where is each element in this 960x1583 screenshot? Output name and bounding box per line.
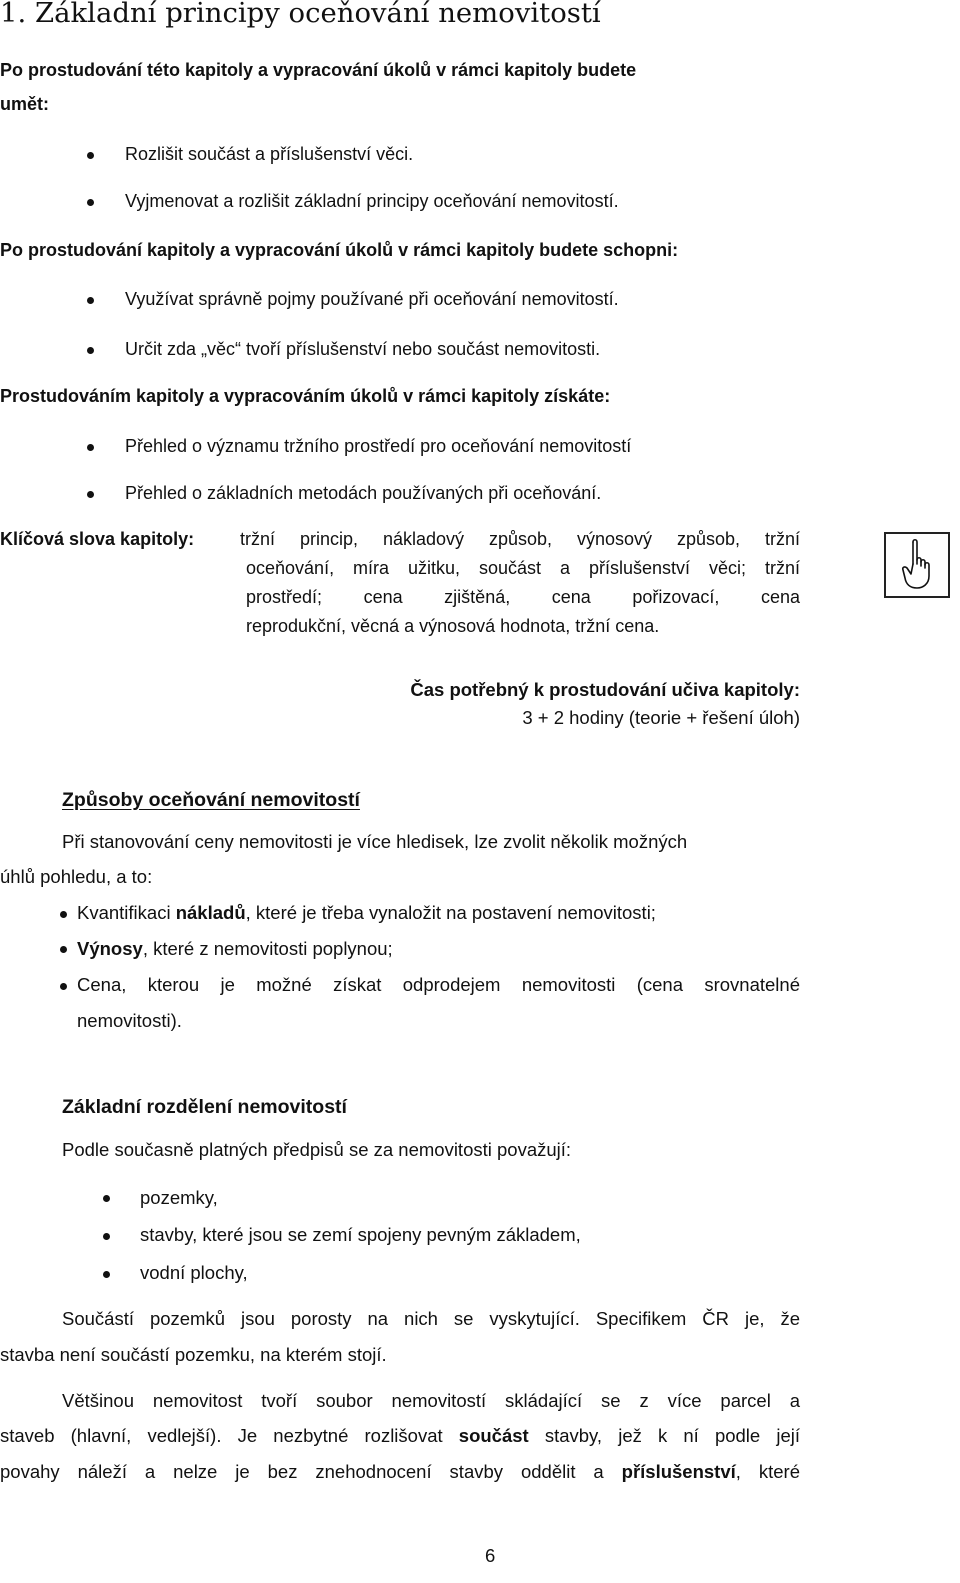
section-title-property-division: Základní rozdělení nemovitostí xyxy=(62,1096,347,1118)
skill-item-1: Využívat správně pojmy používané při oceňování nemovitostí. xyxy=(125,289,619,309)
goals-intro-line1: Po prostudování této kapitoly a vypracování úkolů v rámci kapitoly budete xyxy=(0,60,637,80)
section2-para2-line3: povahy náleží a nelze je bez znehodnocení stavby oddělit a příslušenství, které xyxy=(0,1461,800,1482)
gains-intro: Prostudováním kapitoly a vypracováním úkolů v rámci kapitoly získáte: xyxy=(0,386,611,406)
bullet-icon xyxy=(87,444,94,451)
section1-item-3-line2: nemovitosti). xyxy=(77,1010,182,1031)
section2-intro: Podle současně platných předpisů se za nemovitosti považují: xyxy=(62,1139,572,1160)
bullet-icon xyxy=(87,199,94,206)
keywords-line-3: prostředí; cena zjištěná, cena pořizovací, cena xyxy=(246,587,800,607)
bullet-icon xyxy=(87,491,94,498)
page-title: 1. Základní principy oceňování nemovitostí xyxy=(0,0,601,29)
time-value: 3 + 2 hodiny (teorie + řešení úloh) xyxy=(522,707,800,728)
gain-item-2: Přehled o základních metodách používaných při oceňování. xyxy=(125,483,602,503)
section-title-valuation-methods: Způsoby oceňování nemovitostí xyxy=(62,789,360,811)
keywords-line-4: reprodukční, věcná a výnosová hodnota, tržní cena. xyxy=(246,616,660,636)
section2-item-2: stavby, které jsou se zemí spojeny pevným základem, xyxy=(140,1224,581,1245)
bullet-icon xyxy=(60,911,67,918)
pointing-hand-icon xyxy=(884,532,950,598)
bullet-icon xyxy=(87,347,94,354)
section2-para2-line2: staveb (hlavní, vedlejší). Je nezbytné rozlišovat součást stavby, jež k ní podle její xyxy=(0,1425,800,1446)
section1-para-line2: úhlů pohledu, a to: xyxy=(0,866,153,887)
goals-intro-line2: umět: xyxy=(0,94,49,114)
bullet-icon xyxy=(60,983,67,990)
section1-item-2: Výnosy, které z nemovitosti poplynou; xyxy=(77,938,393,959)
bullet-icon xyxy=(87,297,94,304)
gain-item-1: Přehled o významu tržního prostředí pro oceňování nemovitostí xyxy=(125,436,632,456)
bullet-icon xyxy=(103,1233,110,1240)
section2-item-1: pozemky, xyxy=(140,1187,218,1208)
goal-item-1: Rozlišit součást a příslušenství věci. xyxy=(125,144,414,164)
section1-item-3-line1: Cena, kterou je možné získat odprodejem nemovitosti (cena srovnatelné xyxy=(77,974,800,995)
section1-para-line1: Při stanovování ceny nemovitosti je více hledisek, lze zvolit několik možných xyxy=(62,831,688,852)
keywords-label: Klíčová slova kapitoly: xyxy=(0,529,195,549)
bullet-icon xyxy=(87,152,94,159)
section2-para1-line2: stavba není součástí pozemku, na kterém stojí. xyxy=(0,1344,387,1365)
goal-item-2: Vyjmenovat a rozlišit základní principy oceňování nemovitostí. xyxy=(125,191,619,211)
keywords-line-1: tržní princip, nákladový způsob, výnosový způsob, tržní xyxy=(240,529,800,549)
page-number: 6 xyxy=(485,1545,496,1566)
bullet-icon xyxy=(60,946,67,953)
section1-item-1: Kvantifikaci nákladů, které je třeba vynaložit na postavení nemovitosti; xyxy=(77,902,656,923)
bullet-icon xyxy=(103,1195,110,1202)
section2-para1-line1: Součástí pozemků jsou porosty na nich se vyskytující. Specifikem ČR je, že xyxy=(62,1308,800,1329)
keywords-line-2: oceňování, míra užitku, součást a příslušenství věci; tržní xyxy=(246,558,800,578)
skill-item-2: Určit zda „věc“ tvoří příslušenství nebo součást nemovitosti. xyxy=(125,339,601,359)
time-label: Čas potřebný k prostudování učiva kapitoly: xyxy=(410,679,800,700)
section2-para2-line1: Většinou nemovitost tvoří soubor nemovitostí skládající se z více parcel a xyxy=(62,1390,800,1411)
section2-item-3: vodní plochy, xyxy=(140,1262,248,1283)
bullet-icon xyxy=(103,1271,110,1278)
skills-intro: Po prostudování kapitoly a vypracování úkolů v rámci kapitoly budete schopni: xyxy=(0,240,679,260)
